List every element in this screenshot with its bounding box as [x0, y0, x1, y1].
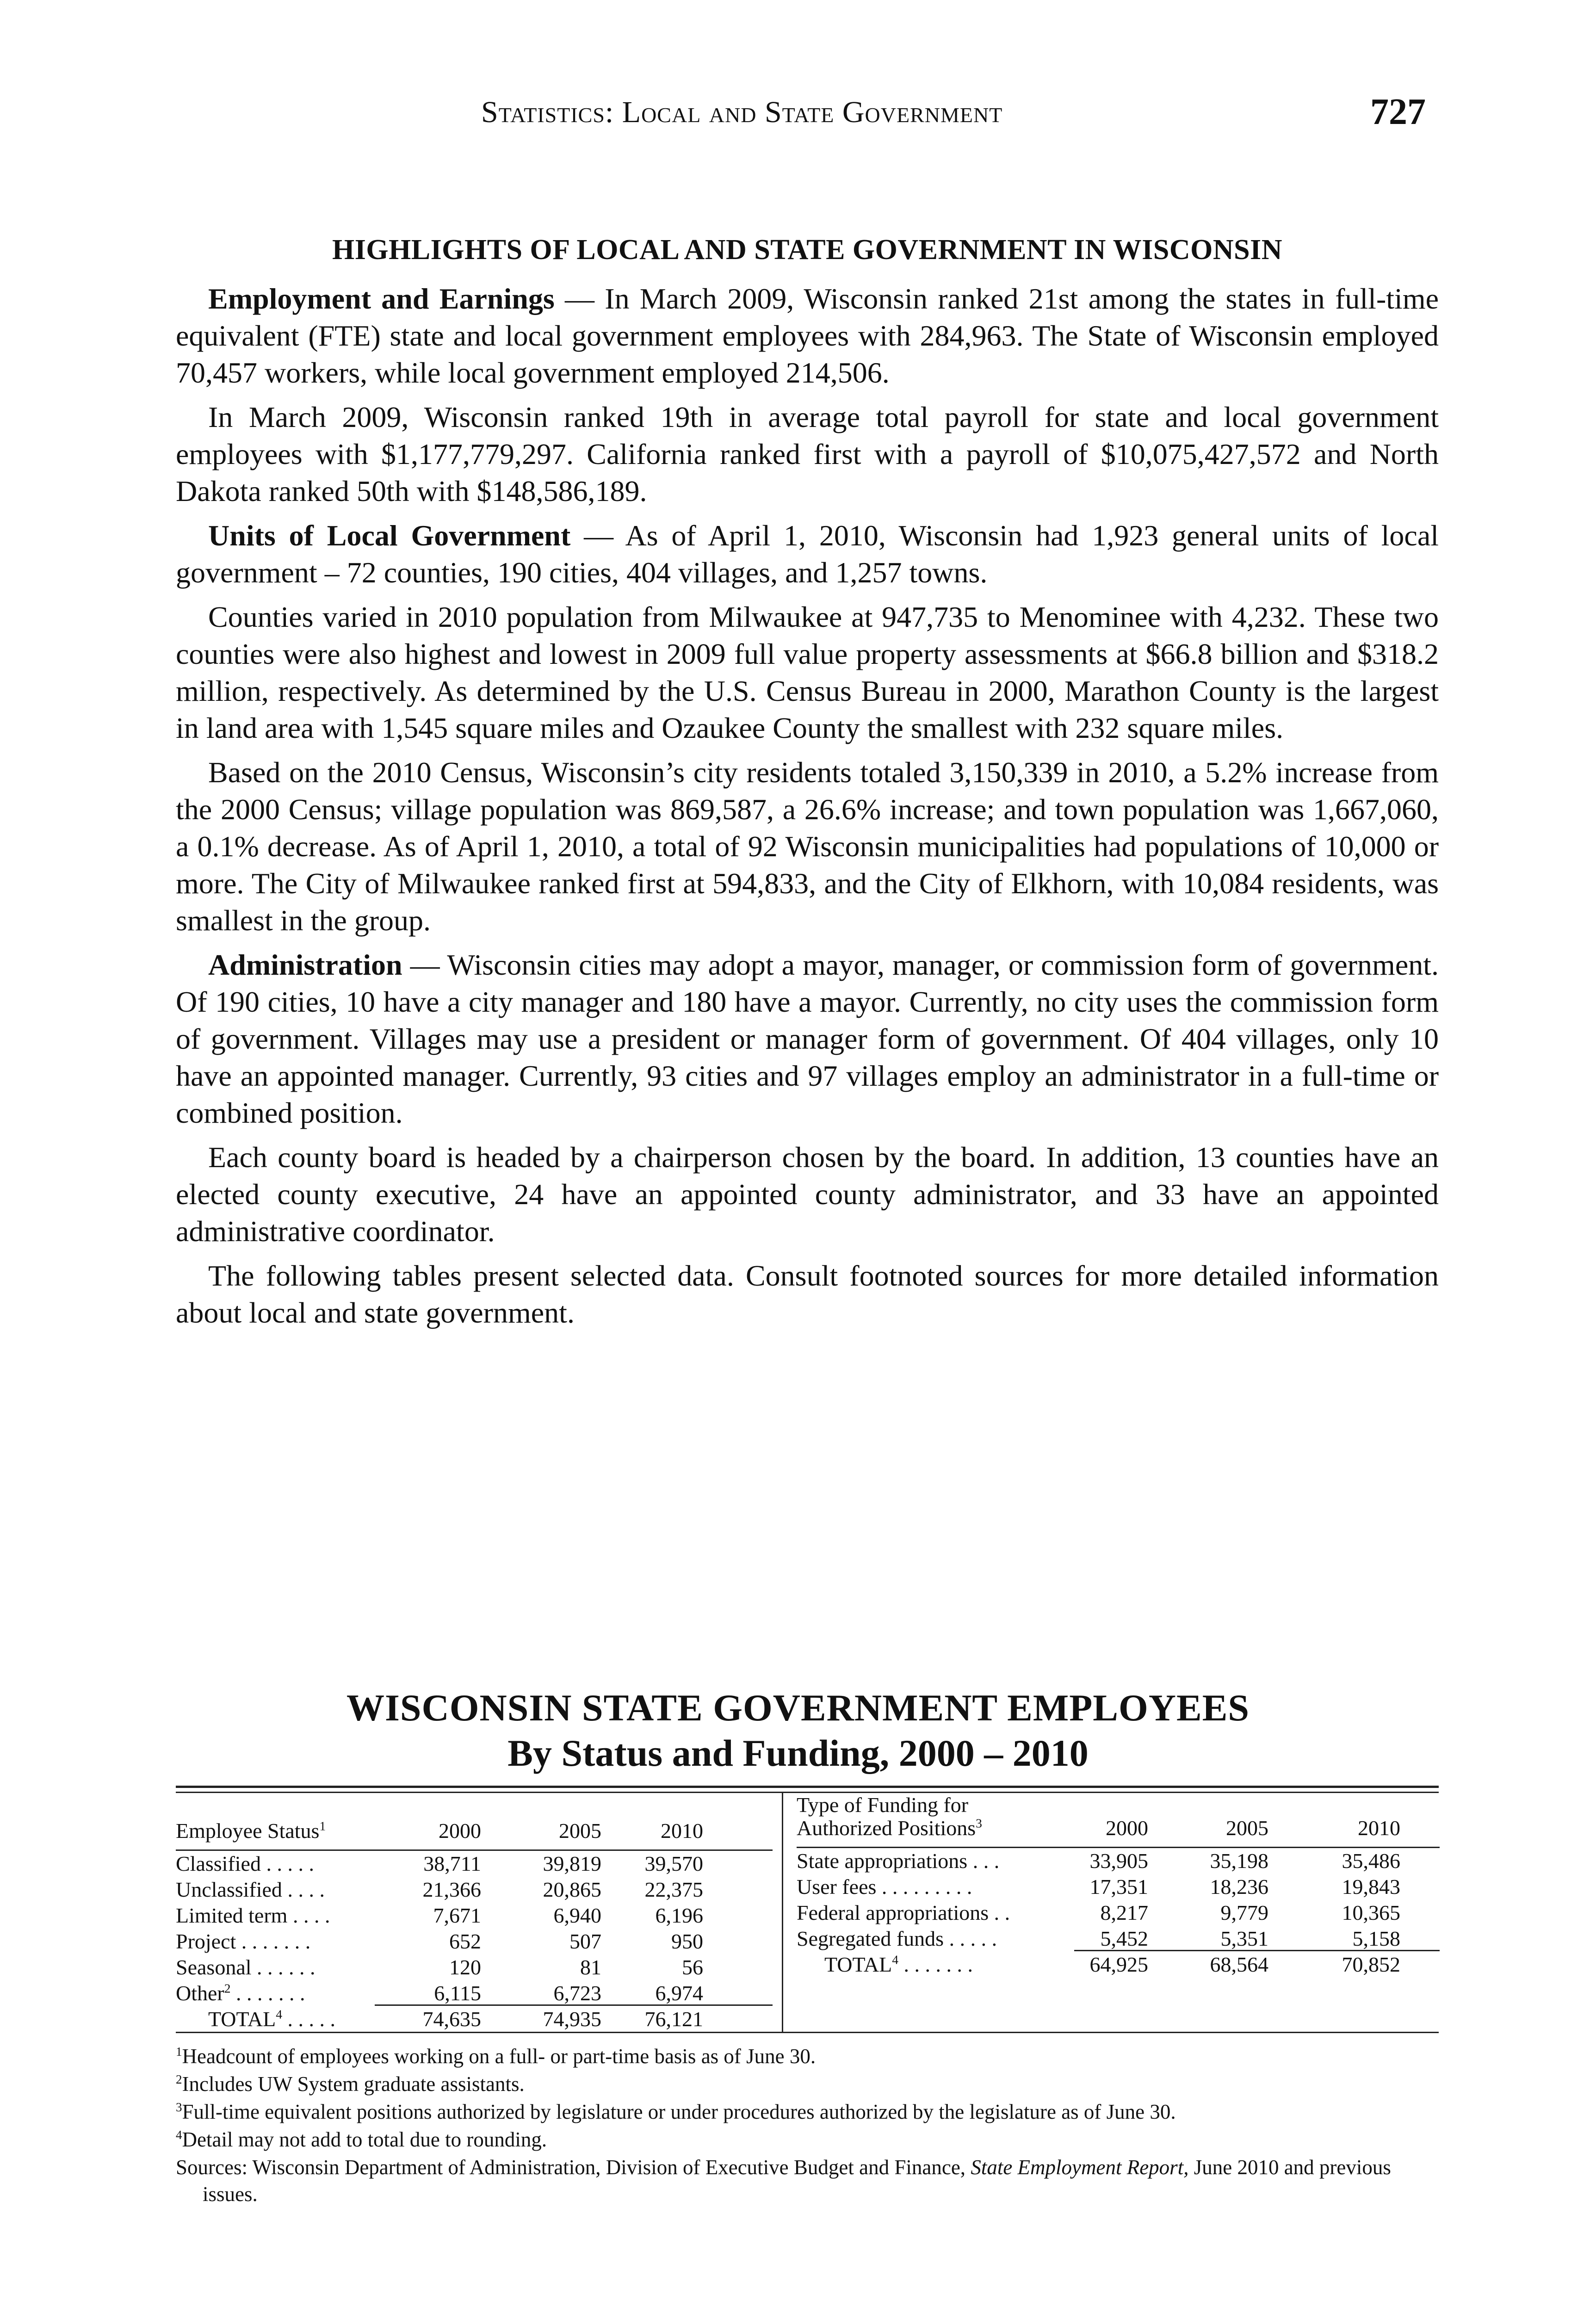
status-row [176, 1877, 773, 1903]
status-row-value: 39,570 [644, 1852, 703, 1875]
status-row [176, 1903, 773, 1929]
status-year-2010: 2010 [661, 1819, 703, 1843]
lead-administration: Administration [208, 948, 402, 981]
status-row-value: 81 [580, 1955, 601, 1979]
status-row [176, 1929, 773, 1954]
funding-year-2005: 2005 [1226, 1816, 1268, 1840]
lead-employment: Employment and Earnings [208, 282, 555, 315]
funding-header-row-2 [797, 1815, 1440, 1847]
page-number: 727 [1370, 92, 1426, 132]
funding-row [797, 1926, 1440, 1952]
funding-header-line2: Authorized Positions$^3$ [797, 1816, 982, 1840]
status-row-label: Classified . . . . . [176, 1852, 314, 1875]
status-row [176, 1954, 773, 1980]
status-total-value: 76,121 [644, 2007, 703, 2031]
status-row-value: 6,974 [655, 1981, 703, 2005]
funding-row [797, 1848, 1440, 1874]
funding-total-row [797, 1952, 1440, 1978]
footnote-sources: Sources: Wisconsin Department of Administration, Division of Executive Budget and Finance, State Employment Report, June 2010 and previous issues. [176, 2156, 1391, 2206]
funding-table [797, 1792, 1440, 1978]
funding-year-2010: 2010 [1358, 1816, 1400, 1840]
paragraph-units [176, 517, 1439, 591]
footnote-2: $^2$Includes UW System graduate assistants. [176, 2072, 525, 2096]
lead-units: Units of Local Government [208, 519, 571, 552]
funding-row-value: 5,158 [1352, 1927, 1400, 1950]
paragraph-counties: Counties varied in 2010 population from Milwaukee at 947,735 to Menominee with 4,232. These two counties were also highest and lowest in 2009 full value property assessments at $66.8 billion and $318.2 million, respectively. As determined by the U.S. Census Bureau in 2000, Marathon County is the largest in land area with 1,545 square miles and Ozaukee County the smallest with 232 square miles. [176, 600, 1439, 744]
status-year-2005: 2005 [559, 1819, 601, 1843]
funding-row-value: 35,198 [1210, 1849, 1268, 1873]
paragraph-administration [176, 946, 1439, 1132]
funding-row [797, 1874, 1440, 1900]
running-head [0, 92, 1596, 150]
status-header-label: Employee Status$^1$ [176, 1818, 326, 1843]
status-total-rule [375, 2004, 773, 2006]
status-row [176, 1980, 773, 2006]
status-row-value: 6,940 [553, 1904, 601, 1927]
funding-total-rule [1074, 1950, 1440, 1951]
funding-header-row-1 [797, 1792, 1440, 1815]
table-column-divider [782, 1793, 783, 2032]
funding-header-line1: Type of Funding for [797, 1793, 969, 1817]
text-employment: — In March 2009, Wisconsin ranked 21st among the states in full-time equivalent (FTE) state and local government employees with 284,963. The State of Wisconsin employed 70,457 workers, while local government employed 214,506. [176, 282, 1439, 389]
funding-row-value: 19,843 [1342, 1875, 1400, 1899]
status-row-value: 652 [449, 1930, 481, 1953]
footnote-1: $^1$Headcount of employees working on a full- or part-time basis as of June 30. [176, 2045, 816, 2068]
status-row-value: 56 [682, 1955, 703, 1979]
status-row-value: 6,723 [553, 1981, 601, 2005]
highlights-article [176, 234, 1439, 1339]
status-total-value: 74,635 [422, 2007, 481, 2031]
funding-row-value: 10,365 [1342, 1901, 1400, 1924]
funding-total-value: 64,925 [1089, 1953, 1148, 1976]
status-row-value: 7,671 [433, 1904, 481, 1927]
funding-row-value: 9,779 [1220, 1901, 1268, 1924]
status-row-label: Project . . . . . . . [176, 1930, 311, 1953]
funding-total-label: TOTAL$^4$ . . . . . . . [824, 1952, 973, 1976]
footnotes [176, 2043, 1439, 2208]
funding-row-value: 33,905 [1089, 1849, 1148, 1873]
employee-status-table [176, 1818, 773, 2032]
table-subtitle: By Status and Funding, 2000 – 2010 [507, 1732, 1089, 1774]
status-row-value: 120 [449, 1955, 481, 1979]
footnote-3: $^3$Full-time equivalent positions authorized by legislature or under procedures authorized by the legislature as of June 30. [176, 2100, 1176, 2123]
highlights-heading: HIGHLIGHTS OF LOCAL AND STATE GOVERNMENT IN WISCONSIN [332, 234, 1282, 266]
funding-row-value: 18,236 [1210, 1875, 1268, 1899]
paragraph-census: Based on the 2010 Census, Wisconsin’s city residents totaled 3,150,339 in 2010, a 5.2% increase from the 2000 Census; village population was 869,587, a 26.6% increase; and town population was 1,667,060, a 0.1% decrease. As of April 1, 2010, a total of 92 Wisconsin municipalities had populations of 10,000 or more. The City of Milwaukee ranked first at 594,833, and the City of Elkhorn, with 10,084 residents, was smallest in the group. [176, 756, 1439, 937]
paragraph-payroll: In March 2009, Wisconsin ranked 19th in average total payroll for state and local government employees with $1,177,779,297. California ranked first with a payroll of $10,075,427,572 and North Dakota ranked 50th with $148,586,189. [176, 401, 1439, 507]
paragraph-tables-intro: The following tables present selected data. Consult footnoted sources for more detailed information about local and state government. [176, 1259, 1439, 1329]
running-head-title: Statistics: Local and State Government [481, 95, 1003, 129]
funding-row-value: 5,351 [1220, 1927, 1268, 1950]
funding-row-label: State appropriations . . . [797, 1849, 1000, 1873]
status-year-2000: 2000 [439, 1819, 481, 1843]
status-row-value: 38,711 [423, 1852, 481, 1875]
funding-total-value: 68,564 [1210, 1953, 1268, 1976]
status-row-value: 22,375 [644, 1878, 703, 1901]
funding-row-value: 8,217 [1100, 1901, 1148, 1924]
table-title: WISCONSIN STATE GOVERNMENT EMPLOYEES [346, 1687, 1250, 1729]
status-row-label: Limited term . . . . [176, 1904, 330, 1927]
status-row [176, 1851, 773, 1877]
funding-row [797, 1900, 1440, 1926]
status-total-row [176, 2006, 773, 2032]
status-row-value: 6,115 [434, 1981, 481, 2005]
status-row-label: Other$^2$ . . . . . . . [176, 1981, 305, 2005]
status-row-value: 6,196 [655, 1904, 703, 1927]
paragraph-employment [176, 280, 1439, 391]
status-row-value: 39,819 [543, 1852, 601, 1875]
funding-row-value: 17,351 [1089, 1875, 1148, 1899]
status-total-label: TOTAL$^4$ . . . . . [208, 2007, 336, 2031]
funding-total-value: 70,852 [1342, 1953, 1400, 1976]
status-header-row [176, 1818, 773, 1849]
funding-row-value: 35,486 [1342, 1849, 1400, 1873]
table-top-rule [176, 1786, 1439, 1788]
status-row-label: Unclassified . . . . [176, 1878, 325, 1901]
status-total-value: 74,935 [543, 2007, 601, 2031]
funding-row-label: Federal appropriations . . [797, 1901, 1010, 1924]
status-row-value: 507 [569, 1930, 601, 1953]
status-row-label: Seasonal . . . . . . [176, 1955, 315, 1979]
funding-year-2000: 2000 [1106, 1816, 1148, 1840]
status-row-value: 21,366 [422, 1878, 481, 1901]
status-row-value: 20,865 [543, 1878, 601, 1901]
paragraph-county-board: Each county board is headed by a chairperson chosen by the board. In addition, 13 counties have an elected county executive, 24 have an appointed county administrator, and 33 have an appointed administrative coordinator. [176, 1141, 1439, 1248]
text-units: — As of April 1, 2010, Wisconsin had 1,923 general units of local government – 72 counties, 190 cities, 404 villages, and 1,257 towns. [176, 519, 1439, 589]
funding-row-value: 5,452 [1100, 1927, 1148, 1950]
funding-row-label: Segregated funds . . . . . [797, 1927, 997, 1950]
funding-row-label: User fees . . . . . . . . . [797, 1875, 972, 1899]
footnote-4: $^4$Detail may not add to total due to rounding. [176, 2128, 547, 2151]
status-row-value: 950 [671, 1930, 703, 1953]
text-administration: — Wisconsin cities may adopt a mayor, manager, or commission form of government. Of 190 cities, 10 have a city manager and 180 have a mayor. Currently, no city uses the commission form of government. Villages may use a president or manager form of government. Of 404 villages, only 10 have an appointed manager. Currently, 93 cities and 97 villages employ an administrator in a full-time or combined position. [176, 948, 1439, 1129]
